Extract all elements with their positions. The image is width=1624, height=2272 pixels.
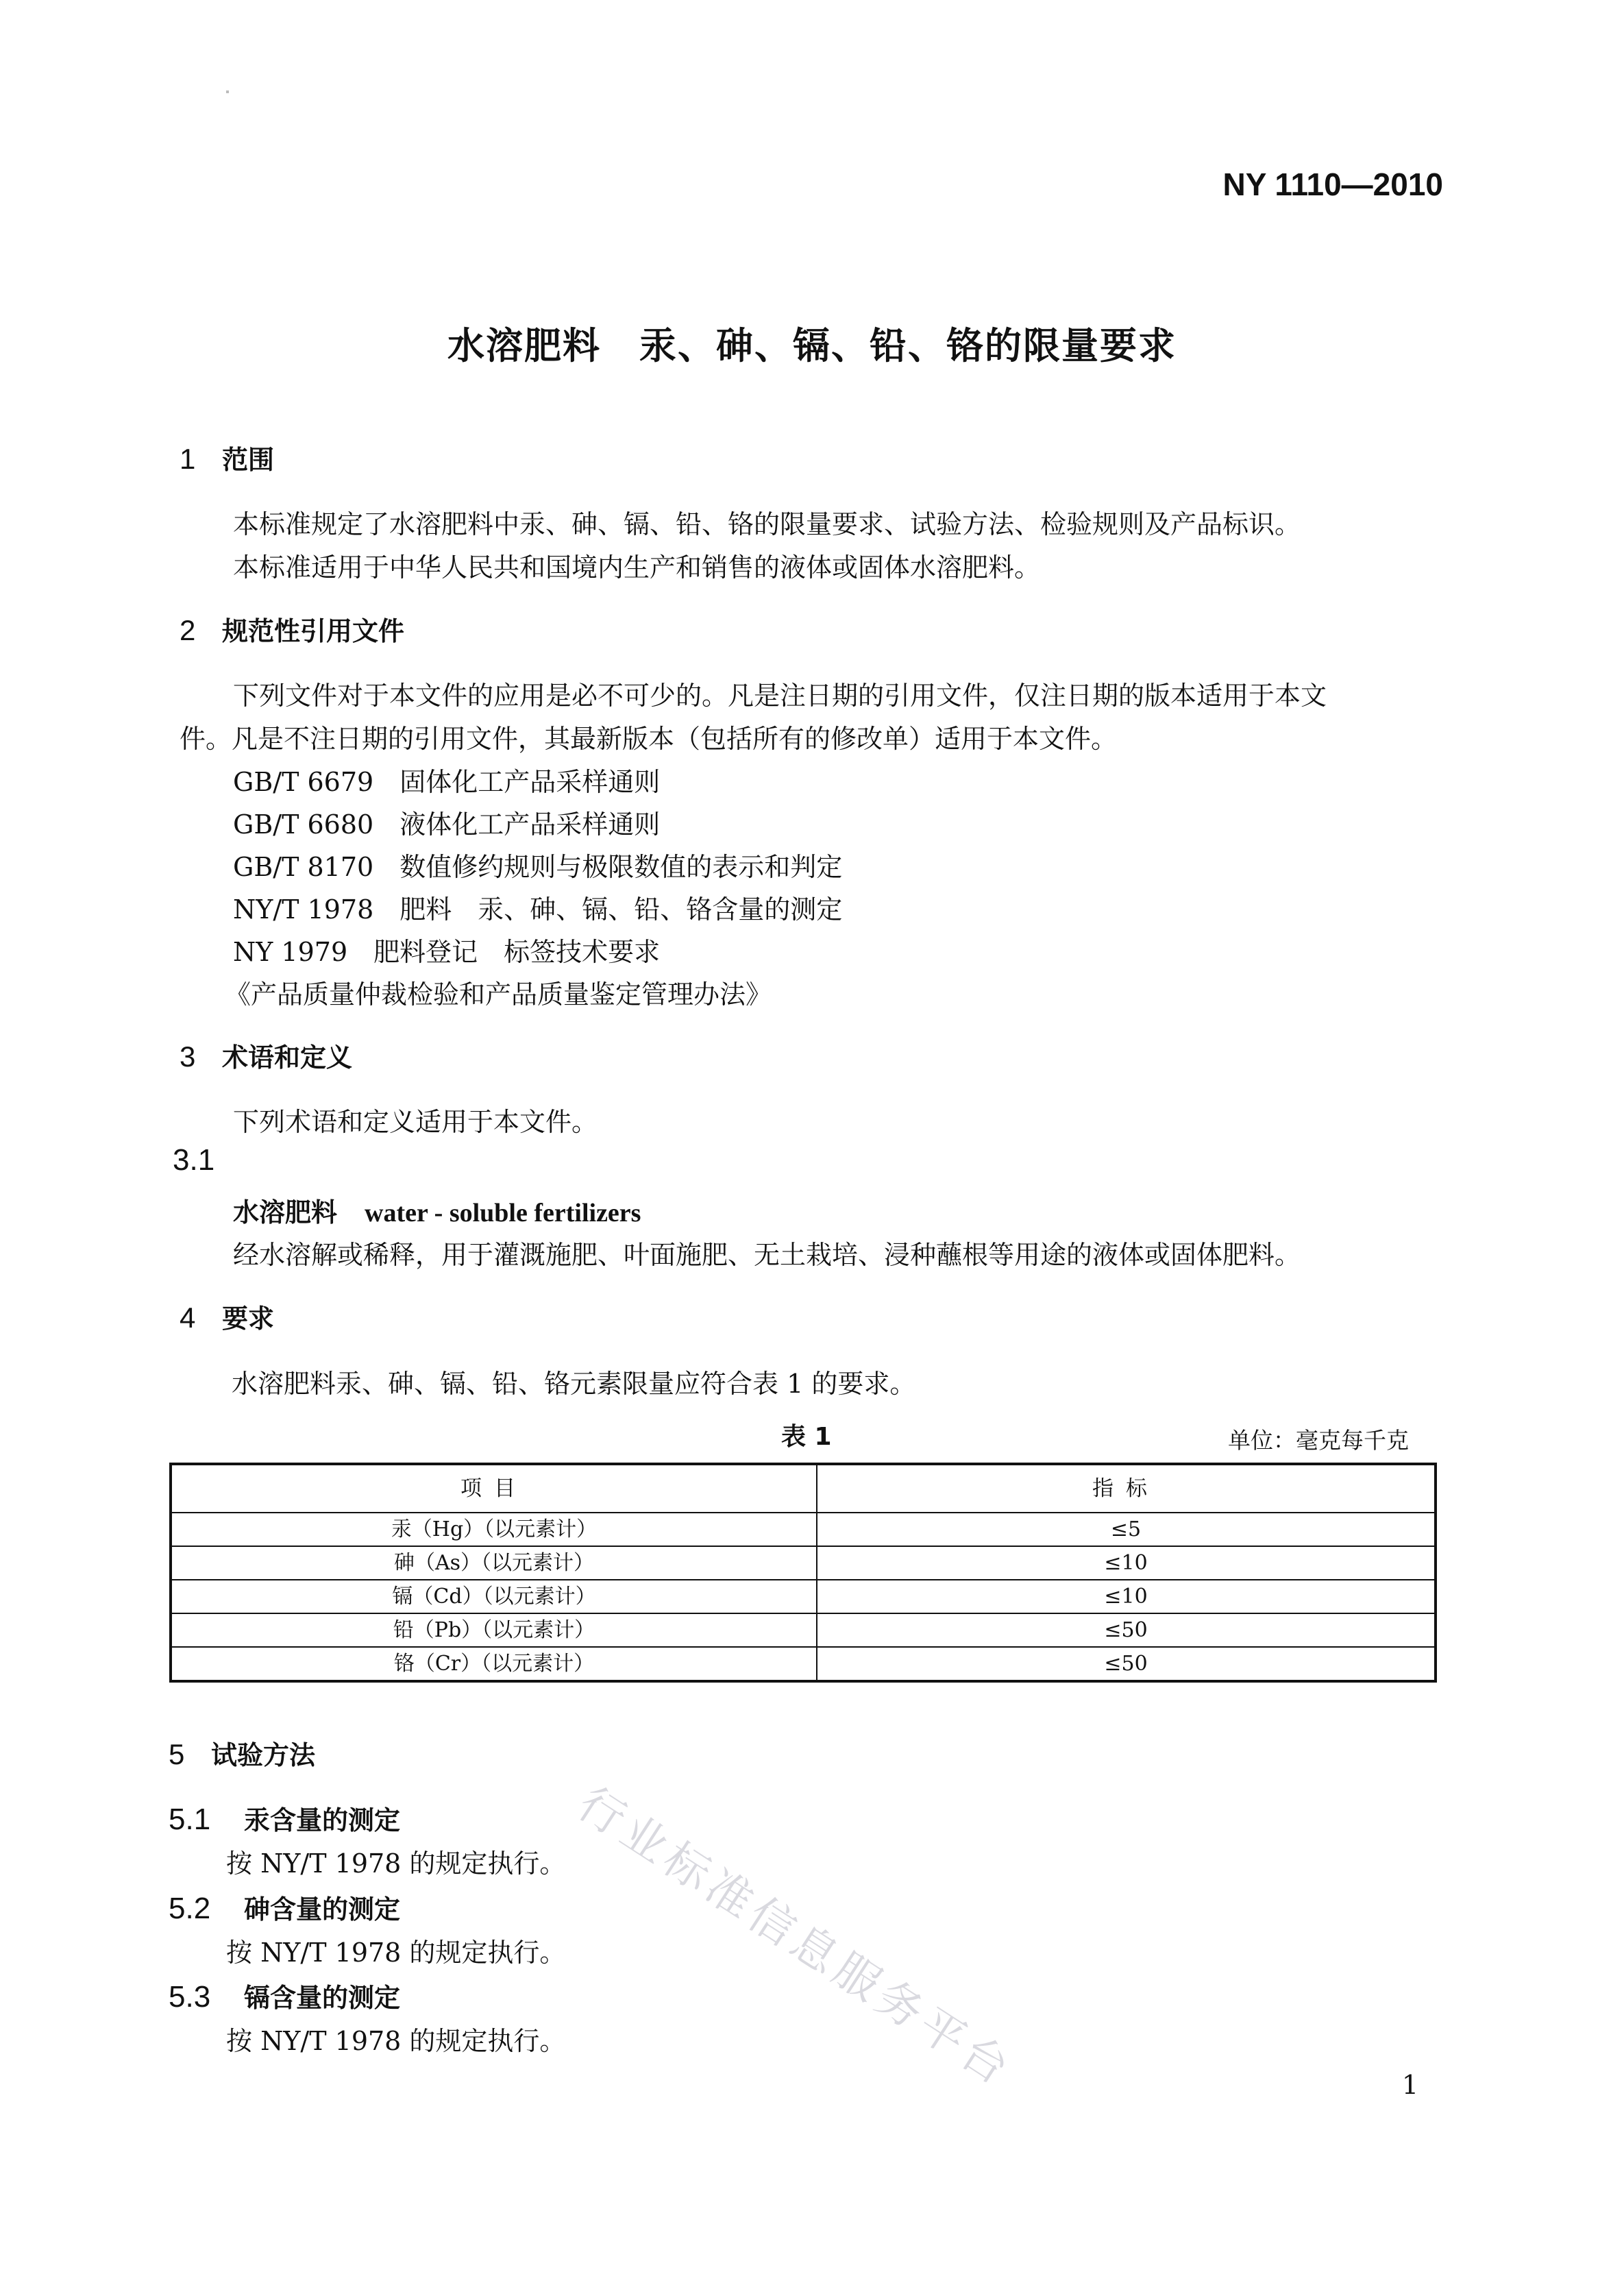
section-1-heading xyxy=(180,439,274,476)
reference-item: NY 1979 肥料登记 标签技术要求 xyxy=(233,937,661,967)
section-number: 5 xyxy=(169,1738,185,1770)
watermark: 行业标准信息服务平台 xyxy=(568,1776,1023,2098)
subsection-5-1-heading xyxy=(169,1799,400,1837)
table-cell-item: 镉（Cd）（以元素计） xyxy=(171,1580,817,1613)
table-header-limit: 指标 xyxy=(817,1464,1436,1513)
section-title: 试验方法 xyxy=(211,1740,316,1770)
table-cell-limit: ≤50 xyxy=(817,1613,1436,1647)
subsection-5-2-heading xyxy=(169,1888,400,1926)
section-number: 2 xyxy=(180,614,196,646)
table-header-row xyxy=(171,1464,1436,1513)
subsection-title: 汞含量的测定 xyxy=(244,1805,401,1835)
table-header-item: 项目 xyxy=(171,1464,817,1513)
section-title: 术语和定义 xyxy=(222,1042,353,1073)
table-cell-item: 铬（Cr）（以元素计） xyxy=(171,1647,817,1681)
paragraph-line: 下列文件对于本文件的应用是必不可少的。凡是注日期的引用文件，仅注日期的版本适用于本文 xyxy=(233,681,1327,711)
paragraph: 按 NY/T 1978 的规定执行。 xyxy=(226,1938,566,1968)
table-row xyxy=(171,1513,1436,1546)
section-2-heading xyxy=(180,610,404,648)
table-row xyxy=(171,1613,1436,1647)
table-row xyxy=(171,1546,1436,1580)
document-title: 水溶肥料 汞、砷、镉、铅、铬的限量要求 xyxy=(447,324,1177,367)
section-number: 4 xyxy=(180,1302,196,1334)
term-english: water - soluble fertilizers xyxy=(365,1199,641,1227)
reference-item: GB/T 6679 固体化工产品采样通则 xyxy=(233,767,661,797)
section-4-heading xyxy=(180,1297,274,1335)
subsection-number: 5.3 xyxy=(169,1980,211,2014)
page-number: 1 xyxy=(1401,2070,1418,2100)
table-row xyxy=(171,1647,1436,1681)
limits-table xyxy=(169,1463,1437,1683)
section-number: 1 xyxy=(180,443,196,475)
table-cell-item: 铅（Pb）（以元素计） xyxy=(171,1613,817,1647)
reference-item: 《产品质量仲裁检验和产品质量鉴定管理办法》 xyxy=(225,979,772,1010)
table-cell-limit: ≤10 xyxy=(817,1580,1436,1613)
paragraph: 本标准适用于中华人民共和国境内生产和销售的液体或固体水溶肥料。 xyxy=(233,552,1041,583)
table-caption: 表 1 xyxy=(781,1423,832,1451)
section-number: 3 xyxy=(180,1040,196,1073)
table-cell-item: 砷（As）（以元素计） xyxy=(171,1546,817,1580)
reference-item: NY/T 1978 肥料 汞、砷、镉、铅、铬含量的测定 xyxy=(233,894,843,925)
subsection-number: 5.1 xyxy=(169,1803,211,1836)
subsection-number: 3.1 xyxy=(173,1143,215,1177)
table-cell-limit: ≤10 xyxy=(817,1546,1436,1580)
section-5-heading xyxy=(169,1734,315,1772)
scan-speck xyxy=(226,90,229,93)
paragraph: 下列术语和定义适用于本文件。 xyxy=(233,1107,598,1137)
paragraph: 按 NY/T 1978 的规定执行。 xyxy=(226,2026,566,2056)
subsection-5-3-heading xyxy=(169,1977,400,2014)
subsection-title: 镉含量的测定 xyxy=(244,1983,401,2013)
standard-number: NY 1110—2010 xyxy=(1222,167,1443,202)
section-title: 规范性引用文件 xyxy=(222,616,405,646)
table-cell-limit: ≤5 xyxy=(817,1513,1436,1546)
subsection-number: 5.2 xyxy=(169,1892,211,1925)
section-3-heading xyxy=(180,1036,352,1074)
paragraph: 本标准规定了水溶肥料中汞、砷、镉、铅、铬的限量要求、试验方法、检验规则及产品标识。 xyxy=(233,509,1301,539)
term-chinese: 水溶肥料 xyxy=(233,1197,338,1227)
reference-item: GB/T 8170 数值修约规则与极限数值的表示和判定 xyxy=(233,852,843,882)
table-cell-limit: ≤50 xyxy=(817,1647,1436,1681)
paragraph: 水溶肥料汞、砷、镉、铅、铬元素限量应符合表 1 的要求。 xyxy=(232,1369,916,1399)
table-unit: 单位：毫克每千克 xyxy=(1228,1427,1409,1454)
section-title: 范围 xyxy=(222,445,275,475)
section-title: 要求 xyxy=(222,1304,275,1334)
table-row xyxy=(171,1580,1436,1613)
term-definition: 经水溶解或稀释，用于灌溉施肥、叶面施肥、无土栽培、浸种蘸根等用途的液体或固体肥料。 xyxy=(233,1240,1301,1270)
reference-item: GB/T 6680 液体化工产品采样通则 xyxy=(233,809,661,840)
paragraph-line: 件。凡是不注日期的引用文件，其最新版本（包括所有的修改单）适用于本文件。 xyxy=(180,724,1118,754)
term-entry xyxy=(233,1191,641,1229)
paragraph: 按 NY/T 1978 的规定执行。 xyxy=(226,1848,566,1879)
table-cell-item: 汞（Hg）（以元素计） xyxy=(171,1513,817,1546)
subsection-title: 砷含量的测定 xyxy=(244,1894,401,1925)
